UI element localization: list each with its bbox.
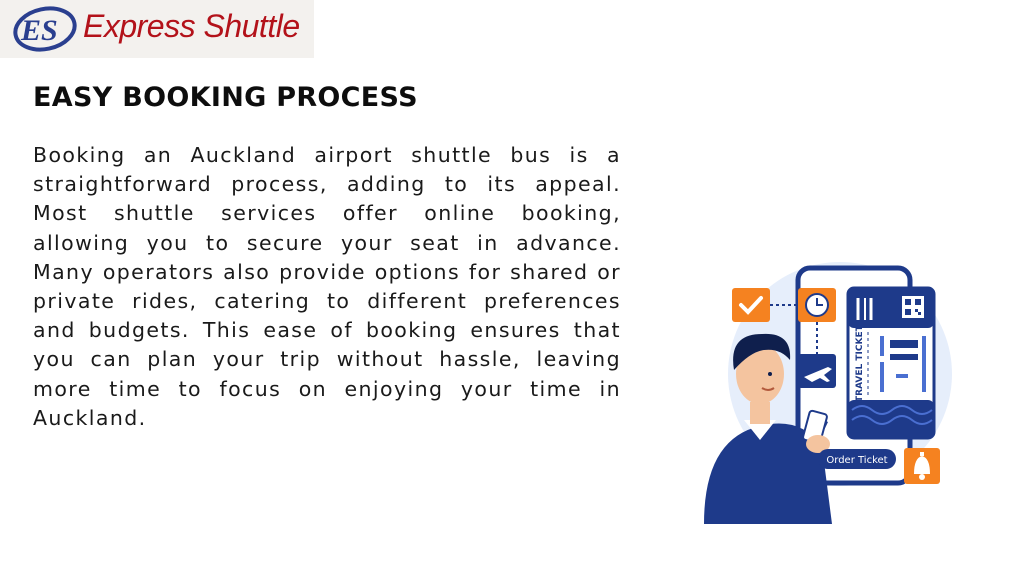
booking-illustration [690,262,960,524]
checkmark-icon [732,288,770,322]
qr-code-icon [902,296,924,318]
ticket-label: TRAVEL TICKET [855,325,865,402]
order-ticket-label: Order Ticket [826,455,888,466]
svg-text:ES: ES [21,14,58,47]
airplane-icon [798,354,836,388]
brand-name: Express Shuttle [83,8,300,44]
ticket-card [848,288,934,438]
body-paragraph: Booking an Auckland airport shuttle bus is a straightforward process, adding to its appeal. Most shuttle services offer online booking, allowing you to secure your seat in advance. Many operators also provide options for shared or private rides, catering to different preferences and budgets. This ease of booking ensures that you can plan your trip without hassle, leaving more time to focus on enjoying your time in Auckland. [33,143,621,430]
es-monogram-icon [12,6,78,52]
order-ticket-button[interactable] [818,449,896,469]
bell-icon [904,448,940,484]
page-title: EASY BOOKING PROCESS [33,82,418,113]
brand-logo[interactable] [0,0,314,58]
clock-icon [798,288,836,322]
